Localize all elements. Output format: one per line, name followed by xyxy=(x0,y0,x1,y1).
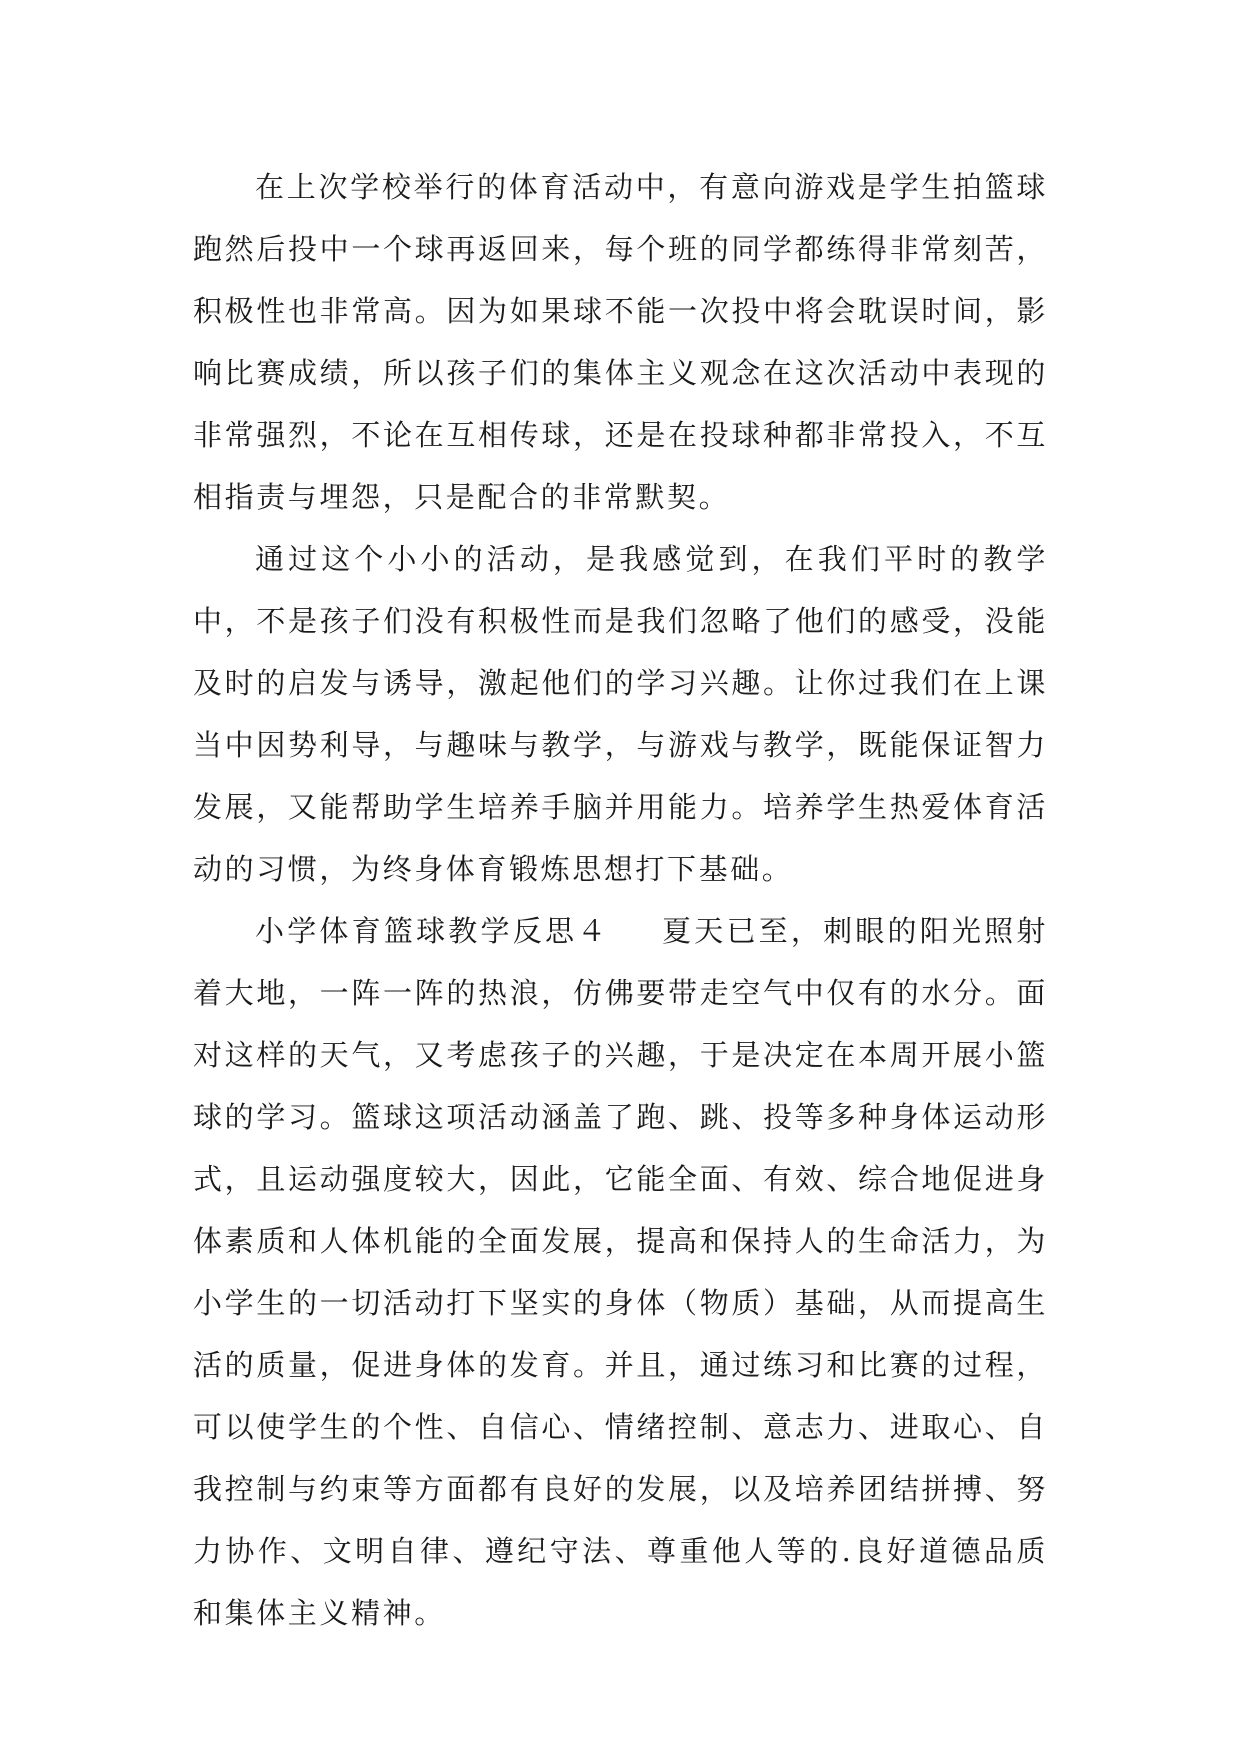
section-paragraph: 夏天已至，刺眼的阳光照射着大地，一阵一阵的热浪，仿佛要带走空气中仅有的水分。面对这样的天气，又考虑孩子的兴趣，于是决定在本周开展小篮球的学习。篮球这项活动涵盖了跑、跳、投等多种身体运动形式，且运动强度较大，因此，它能全面、有效、综合地促进身体素质和人体机能的全面发展，提高和保持人的生命活力，为小学生的一切活动打下坚实的身体（物质）基础，从而提高生活的质量，促进身体的发育。并且，通过练习和比赛的过程，可以使学生的个性、自信心、情绪控制、意志力、进取心、自我控制与约束等方面都有良好的发展，以及培养团结拼搏、努力协作、文明自律、遵纪守法、尊重他人等的.良好道德品质和集体主义精神。 xyxy=(193,914,1048,1630)
document-body xyxy=(193,156,1048,1644)
paragraph-activity: 在上次学校举行的体育活动中，有意向游戏是学生拍篮球跑然后投中一个球再返回来，每个班的同学都练得非常刻苦，积极性也非常高。因为如果球不能一次投中将会耽误时间，影响比赛成绩，所以孩子们的集体主义观念在这次活动中表现的非常强烈，不论在互相传球，还是在投球种都非常投入，不互相指责与埋怨，只是配合的非常默契。 xyxy=(193,170,1048,514)
section-heading: 小学体育篮球教学反思４ xyxy=(255,914,610,948)
paragraph-reflection: 通过这个小小的活动，是我感觉到，在我们平时的教学中，不是孩子们没有积极性而是我们忽略了他们的感受，没能及时的启发与诱导，激起他们的学习兴趣。让你过我们在上课当中因势利导，与趣味与教学，与游戏与教学，既能保证智力发展，又能帮助学生培养手脑并用能力。培养学生热爱体育活动的习惯，为终身体育锻炼思想打下基础。 xyxy=(193,542,1048,886)
paragraph-section-4 xyxy=(193,900,1048,1644)
